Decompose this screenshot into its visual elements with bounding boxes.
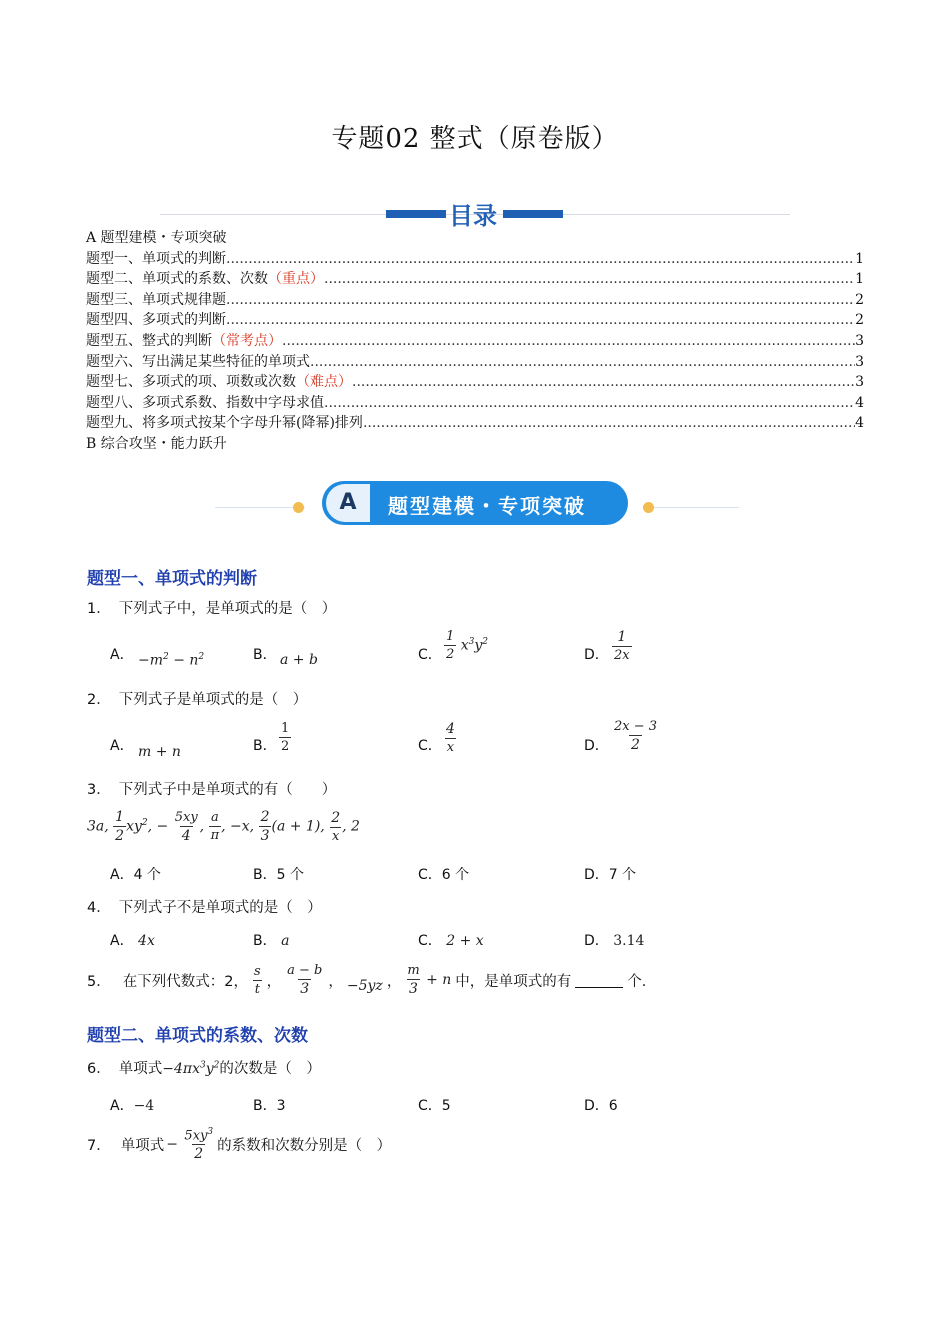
question-3: 3． 下列式子中是单项式的有（ ） [87,782,337,798]
toc-entry[interactable]: 题型五、整式的判断 （常考点） ..... 3 [86,331,864,352]
answer-blank[interactable] [575,973,623,988]
q1-option-b[interactable]: B． [253,647,277,663]
q6-option-d[interactable]: D．6 [584,1098,618,1114]
q1-option-c[interactable]: C． [418,647,442,663]
q1-option-a[interactable]: A． [110,647,134,663]
q3-option-b[interactable]: B．5 个 [253,867,304,883]
q1-option-a-expr: $-m^2 - n^2$ [138,652,205,669]
q6-option-a[interactable]: A．−4 [110,1098,155,1114]
q2-option-c[interactable]: C． [418,738,442,754]
toc-title: 目录 [449,202,497,230]
q2-option-a[interactable]: A． [110,738,134,754]
toc-entry[interactable]: 题型八、多项式系数、指数中字母求值 ..... 4 [86,393,864,414]
q2-option-c-expr: $\frac{4}{x}$ [446,721,455,755]
banner-text: 题型建模・专项突破 [388,494,586,518]
toc-part-a[interactable]: A 题型建模・专项突破 [86,230,227,246]
q3-option-a[interactable]: A．4 个 [110,867,161,883]
q1-option-c-expr: $\frac{1}{2}$ $x^3y^2$ [446,629,489,662]
toc-entry[interactable]: 题型三、单项式规律题 ..... 2 [86,290,864,311]
question-7: 7． 单项式 − $\frac{5xy^3}{2}$ 的系数和次数分别是（ ） [87,1127,392,1163]
toc-part-b[interactable]: B 综合攻坚・能力跃升 [86,435,227,452]
toc-entry[interactable]: 题型六、写出满足某些特征的单项式 ..... 3 [86,352,864,373]
q4-option-c[interactable]: C． 2 + x [418,933,484,949]
toc-entry[interactable]: 题型九、将多项式按某个字母升幂(降幂)排列 ..... 4 [86,413,864,434]
q6-option-b[interactable]: B．3 [253,1098,286,1114]
section-title: 题型二、单项式的系数、次数 [87,1026,308,1046]
q2-option-b-expr: $\frac{1}{2}$ [281,721,290,754]
q1-option-d-expr: $\frac{1}{2x}$ [614,629,630,663]
toc-entry[interactable]: 题型四、多项式的判断 ..... 2 [86,310,864,331]
toc-entry[interactable]: 题型七、多项式的项、项数或次数 （难点） ..... 3 [86,372,864,393]
q3-expression-list: 3a, $\frac{1}{2}$ $xy^2$, − $\frac{5xy}{4}$ , $\frac{a}{\pi}$ , −x, $\frac{2}{3}$ (a + 1), $\frac{2}{x}$ , 2 [87,809,360,844]
question-1: 1． 下列式子中，是单项式的是（ ） [87,601,337,617]
banner-line-right [654,507,739,508]
q3-option-c[interactable]: C．6 个 [418,867,470,883]
question-6: 6． 单项式$-4\pi x^3y^2$的次数是（ ） [87,1060,321,1077]
q6-option-c[interactable]: C．5 [418,1098,451,1114]
question-4: 4． 下列式子不是单项式的是（ ） [87,900,322,916]
toc-entry[interactable]: 题型二、单项式的系数、次数 （重点） ..... 1 [86,269,864,290]
banner-line-left [215,507,305,508]
toc-bar-left [386,210,446,218]
banner-dot-right [643,502,654,513]
banner-dot-left [293,502,304,513]
q4-option-b[interactable]: B． a [253,933,290,949]
q1-option-b-expr: a + b [280,652,318,668]
page-title: 专题02 整式（原卷版） [331,124,619,154]
q1-option-d[interactable]: D． [584,647,609,663]
banner-letter: A [326,484,370,522]
toc-entry[interactable]: 题型一、单项式的判断 ..... 1 [86,249,864,270]
q4-option-d[interactable]: D． 3.14 [584,933,645,949]
q2-option-d-expr: $\frac{2x - 3}{2}$ [614,719,658,753]
q2-option-b[interactable]: B． [253,738,277,754]
q3-option-d[interactable]: D．7 个 [584,867,637,883]
q2-option-a-expr: m + n [138,744,181,760]
question-2: 2． 下列式子是单项式的是（ ） [87,692,308,708]
section-title: 题型一、单项式的判断 [87,569,257,589]
toc-bar-right [503,210,563,218]
q4-option-a[interactable]: A． 4x [110,933,155,949]
q2-option-d[interactable]: D． [584,738,609,754]
question-5: 5． 在下列代数式：2， $\frac{s}{t}$ ， $\frac{a - b}{3}$ ， −5yz ， $\frac{m}{3}$ + n 中，是单项式的有 个． [87,963,657,997]
table-of-contents [86,228,864,455]
